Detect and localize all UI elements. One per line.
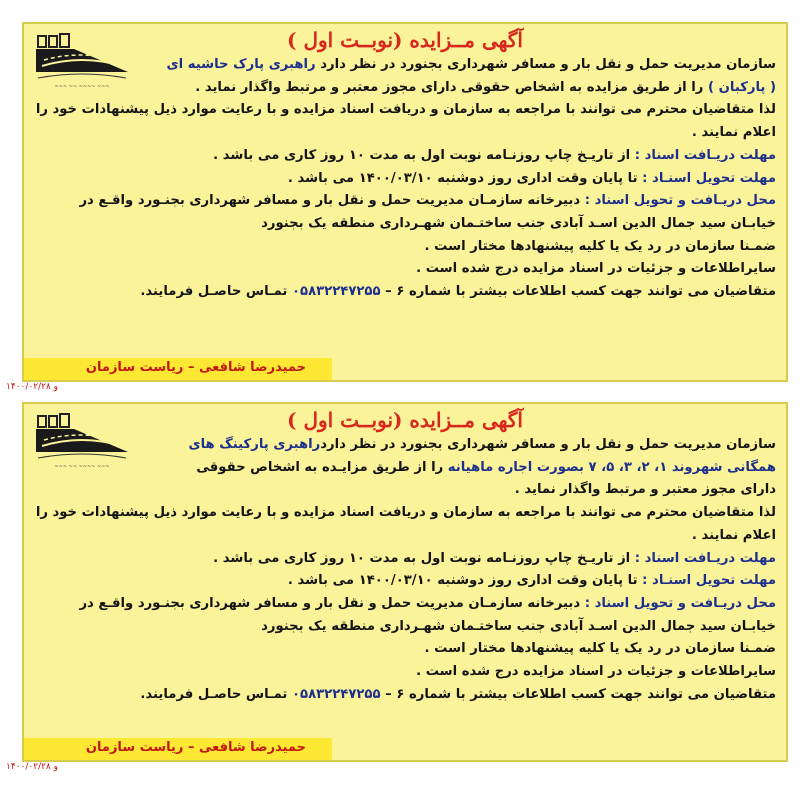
applicants-line-2: اعلام نمایند . (691, 527, 776, 543)
document-place (34, 190, 776, 213)
delivery-deadline-label: مهلت تحویل اسنـاد : (637, 170, 776, 186)
contact-text-end: تمـاس حاصـل فرمایند. (140, 284, 292, 300)
intro-text-2: را از طریق مزایـده به اشخاص حقوقی (196, 459, 448, 475)
signature-bar (6, 358, 332, 392)
auction-notice-2 (6, 402, 788, 772)
receive-deadline (34, 145, 776, 168)
intro-line (34, 434, 776, 457)
applicants-line: لذا متقاضیان محترم می توانند با مراجعه به سازمان و دریافت اسناد مزایده و با رعایت موارد ذیل پیشنهادات خود را (35, 102, 776, 118)
notice-body (34, 54, 776, 304)
document-place-address: خیابـان سید جمال الدین اسـد آبادی جنب ساختـمان شهـرداری منطقه یک بجنورد (261, 618, 776, 634)
document-place-address: خیابـان سید جمال الدین اسـد آبادی جنب ساختـمان شهـرداری منطقه یک بجنورد (261, 215, 776, 231)
contact-phone: ۰۵۸۳۲۲۴۷۲۵۵ (291, 284, 381, 300)
notice-title: آگهی مــزایده (نوبــت اول ) (287, 28, 523, 52)
notice-body (34, 434, 776, 706)
auction-subject-2: همگانی شهروند ۱، ۲، ۳، ۵، ۷ بصورت اجاره ماهیانه (447, 459, 776, 475)
auction-subject: راهبری پارکینگ های (188, 437, 321, 452)
reservation-note: ضمـنا سازمان در رد یک یا کلیه پیشنهادها مختار است . (424, 238, 776, 254)
applicants-line: لذا متقاضیان محترم می توانند با مراجعه به سازمان و دریافت اسناد مزایده و با رعایت موارد ذیل پیشنهادات خود را (35, 505, 776, 521)
auction-notice-1 (6, 22, 788, 392)
reservation-note: ضمـنا سازمان در رد یک یا کلیه پیشنهادها مختار است . (424, 641, 776, 657)
receive-deadline-label: مهلت دریـافت اسناد : (630, 550, 776, 566)
document-place-label: محل دریـافت و تحویل اسناد : (580, 595, 776, 611)
document-place-text: دبیرخانه سازمـان مدیریت حمل و نقل بار و مسافر شهرداری بجنـورد واقـع در (79, 193, 581, 209)
intro-line-2 (34, 77, 776, 100)
signature-bar (6, 738, 332, 772)
contact-text-end: تمـاس حاصـل فرمایند. (140, 686, 292, 702)
contact-text: متقاضیان می توانند جهت کسب اطلاعات بیشتر با شماره ۶ – (380, 284, 776, 300)
intro-line-3: دارای مجوز معتبر و مرتبط واگذار نماید . (514, 482, 776, 498)
intro-text: سازمان مدیریت حمل و نقل بار و مسافر شهرداری بجنورد در نظر دارد (315, 57, 776, 72)
receive-deadline-text: از تاریـخ چاپ روزنـامه نوبت اول به مدت ۱۰ روز کاری می باشد . (213, 550, 631, 566)
publication-stamp: ۱۴۰۰/۰۲/۲۸ و (6, 382, 58, 392)
contact-line (34, 281, 776, 304)
intro-text-2: را از طریق مزایده به اشخاص حقوقی دارای مجوز معتبر و مرتبط واگذار نماید . (195, 79, 704, 95)
contact-text: متقاضیان می توانند جهت کسب اطلاعات بیشتر با شماره ۶ – (380, 686, 776, 702)
delivery-deadline-text: تا پایان وقت اداری روز دوشنبه ۱۴۰۰/۰۳/۱۰ می باشد . (287, 170, 638, 186)
delivery-deadline-text: تا پایان وقت اداری روز دوشنبه ۱۴۰۰/۰۳/۱۰ می باشد . (287, 573, 638, 589)
document-place (34, 593, 776, 616)
contact-line (34, 684, 776, 707)
delivery-deadline-label: مهلت تحویل اسنـاد : (637, 573, 776, 589)
intro-line-2 (34, 457, 776, 480)
signature: حمیدرضا شافعی – ریاست سازمان (85, 360, 306, 375)
signature: حمیدرضا شافعی – ریاست سازمان (85, 740, 306, 755)
notice-title: آگهی مــزایده (نوبــت اول ) (287, 408, 523, 432)
intro-text: سازمان مدیریت حمل و نقل بار و مسافر شهرداری بجنورد در نظر دارد (320, 437, 776, 452)
contact-phone: ۰۵۸۳۲۲۴۷۲۵۵ (291, 686, 381, 702)
receive-deadline (34, 548, 776, 571)
auction-subject: راهبری پارک حاشیه ای (166, 57, 316, 72)
details-note: سایراطلاعات و جزئیات در اسناد مزایده درج شده است . (416, 261, 776, 277)
applicants-line-2: اعلام نمایند . (691, 125, 776, 141)
intro-line (34, 54, 776, 77)
delivery-deadline (34, 168, 776, 191)
receive-deadline-text: از تاریـخ چاپ روزنـامه نوبت اول به مدت ۱۰ روز کاری می باشد . (213, 147, 631, 163)
details-note: سایراطلاعات و جزئیات در اسناد مزایده درج شده است . (416, 664, 776, 680)
svg-text:~~~ ~~ ~~~~ ~~~: ~~~ ~~ ~~~~ ~~~ (54, 84, 110, 90)
publication-stamp: ۱۴۰۰/۰۲/۲۸ و (6, 762, 58, 772)
auction-subject-note: ( پارکبان ) (703, 79, 776, 95)
delivery-deadline (34, 570, 776, 593)
document-place-text: دبیرخانه سازمـان مدیریت حمل و نقل بار و مسافر شهرداری بجنـورد واقـع در (79, 595, 581, 611)
receive-deadline-label: مهلت دریـافت اسناد : (630, 147, 776, 163)
document-place-label: محل دریـافت و تحویل اسناد : (580, 193, 776, 209)
svg-text:~~~ ~~ ~~~~ ~~~: ~~~ ~~ ~~~~ ~~~ (54, 464, 110, 470)
